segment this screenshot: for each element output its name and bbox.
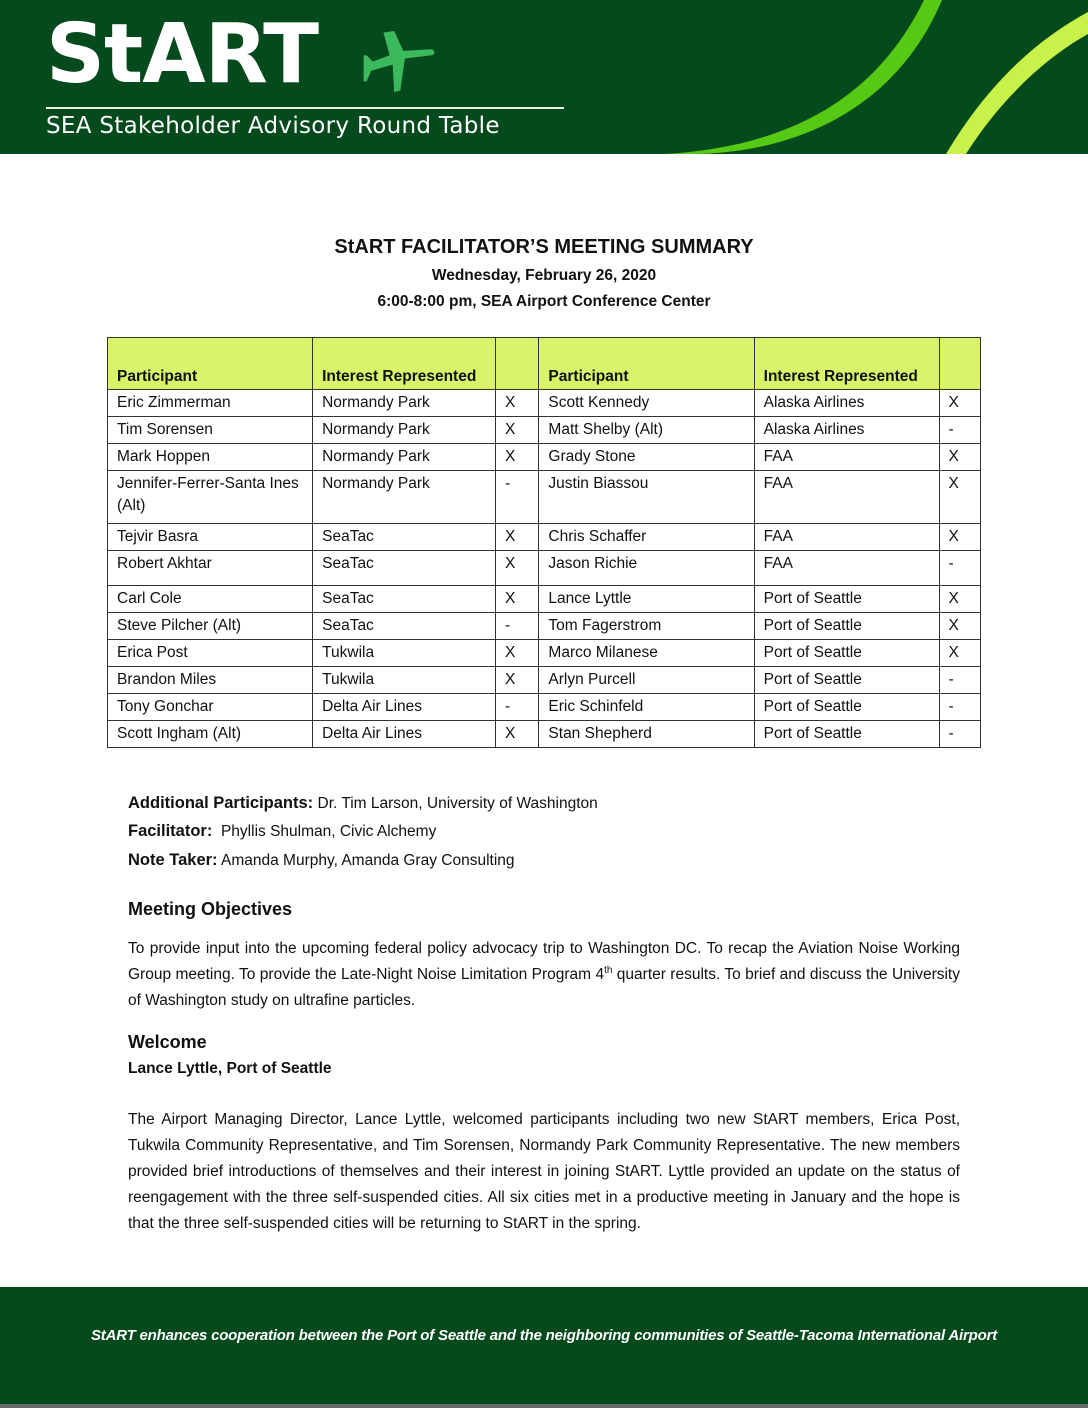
- participant-name: Steve Pilcher (Alt): [108, 613, 313, 640]
- table-row: [108, 471, 981, 524]
- header-banner: [0, 0, 1088, 154]
- document-title: StART FACILITATOR’S MEETING SUMMARY: [334, 236, 754, 258]
- footer-tagline: StART enhances cooperation between the Port of Seattle and the neighboring communities of Seattle-Tacoma International Airport: [90, 1327, 998, 1344]
- objectives-heading: Meeting Objectives: [128, 899, 293, 919]
- interest-represented: FAA: [754, 471, 939, 524]
- participant-name: Scott Kennedy: [539, 390, 754, 417]
- interest-represented: Normandy Park: [313, 471, 496, 524]
- interest-represented: SeaTac: [313, 524, 496, 551]
- note-taker-value: Amanda Murphy, Amanda Gray Consulting: [217, 852, 515, 869]
- attendance-mark: -: [495, 613, 538, 640]
- attendance-table: [107, 337, 981, 748]
- logo-subtitle: SEA Stakeholder Advisory Round Table: [46, 113, 500, 139]
- table-row: [108, 640, 981, 667]
- table-row: [108, 694, 981, 721]
- table-row: [108, 390, 981, 417]
- swoosh-green-band: [665, 0, 942, 154]
- attendance-mark: -: [939, 694, 980, 721]
- table-row: [108, 444, 981, 471]
- participant-name: Eric Zimmerman: [108, 390, 313, 417]
- objectives-text-part1: To provide input into the upcoming federal policy advocacy trip to Washington DC. To recap the Aviation Noise Working Group meeting. To provide the Late-Night Noise Limitation Program 4: [128, 940, 960, 983]
- participant-name: Jennifer-Ferrer-Santa Ines (Alt): [108, 471, 313, 524]
- participant-name: Grady Stone: [539, 444, 754, 471]
- participant-name: Matt Shelby (Alt): [539, 417, 754, 444]
- note-taker-label: Note Taker:: [128, 851, 218, 869]
- participant-name: Stan Shepherd: [539, 721, 754, 748]
- meeting-date: Wednesday, February 26, 2020: [431, 267, 657, 284]
- interest-represented: Port of Seattle: [754, 586, 939, 613]
- attendance-mark: X: [939, 444, 980, 471]
- attendance-mark: -: [495, 471, 538, 524]
- participant-name: Eric Schinfeld: [539, 694, 754, 721]
- column-header-attendance: [495, 338, 538, 390]
- attendance-mark: X: [939, 471, 980, 524]
- note-taker: [128, 847, 960, 874]
- table-row: [108, 524, 981, 551]
- interest-represented: FAA: [754, 551, 939, 586]
- interest-represented: Delta Air Lines: [313, 721, 496, 748]
- welcome-presenter: Lance Lyttle, Port of Seattle: [128, 1060, 332, 1077]
- attendance-mark: -: [939, 417, 980, 444]
- interest-represented: FAA: [754, 444, 939, 471]
- interest-represented: Port of Seattle: [754, 667, 939, 694]
- welcome-text: The Airport Managing Director, Lance Lyttle, welcomed participants including two new StART members, Erica Post, Tukwila Community Representative, and Tim Sorensen, Normandy Park Community Representative. The new members provided brief introductions of themselves and their interest in joining StART. Lyttle provided an update on the status of reengagement with the three self-suspended cities. All six cities met in a productive meeting in January and the hope is that the three self-suspended cities will be returning to StART in the spring.: [128, 1111, 960, 1232]
- attendance-mark: X: [939, 613, 980, 640]
- table-header-row: [108, 338, 981, 390]
- interest-represented: Tukwila: [313, 667, 496, 694]
- participant-name: Carl Cole: [108, 586, 313, 613]
- participant-name: Tony Gonchar: [108, 694, 313, 721]
- logo-divider: [46, 107, 564, 109]
- attendance-mark: X: [939, 524, 980, 551]
- attendance-mark: X: [495, 551, 538, 586]
- attendance-mark: X: [495, 524, 538, 551]
- column-header-participant-2: Participant: [539, 338, 754, 390]
- interest-represented: SeaTac: [313, 613, 496, 640]
- interest-represented: Normandy Park: [313, 444, 496, 471]
- swoosh-lime-band: [946, 12, 1088, 154]
- participant-name: Tim Sorensen: [108, 417, 313, 444]
- participant-name: Justin Biassou: [539, 471, 754, 524]
- interest-represented: SeaTac: [313, 586, 496, 613]
- footer-banner: [0, 1287, 1088, 1408]
- table-row: [108, 586, 981, 613]
- attendance-mark: X: [495, 586, 538, 613]
- interest-represented: Alaska Airlines: [754, 417, 939, 444]
- meeting-time-place: 6:00-8:00 pm, SEA Airport Conference Center: [377, 293, 711, 310]
- interest-represented: Port of Seattle: [754, 694, 939, 721]
- participant-name: Scott Ingham (Alt): [108, 721, 313, 748]
- table-row: [108, 551, 981, 586]
- facilitator-label: Facilitator:: [128, 822, 213, 840]
- additional-participants-label: Additional Participants:: [128, 794, 314, 812]
- participant-name: Lance Lyttle: [539, 586, 754, 613]
- additional-participants: [128, 790, 960, 817]
- interest-represented: Port of Seattle: [754, 721, 939, 748]
- participant-name: Tom Fagerstrom: [539, 613, 754, 640]
- column-header-attendance-2: [939, 338, 980, 390]
- interest-represented: Tukwila: [313, 640, 496, 667]
- interest-represented: Normandy Park: [313, 417, 496, 444]
- interest-represented: Port of Seattle: [754, 640, 939, 667]
- participant-name: Erica Post: [108, 640, 313, 667]
- attendance-mark: X: [495, 667, 538, 694]
- attendance-mark: X: [495, 721, 538, 748]
- interest-represented: SeaTac: [313, 551, 496, 586]
- attendance-mark: X: [939, 390, 980, 417]
- interest-represented: FAA: [754, 524, 939, 551]
- table-row: [108, 667, 981, 694]
- attendance-mark: X: [939, 640, 980, 667]
- attendance-mark: X: [495, 444, 538, 471]
- participant-name: Brandon Miles: [108, 667, 313, 694]
- attendance-mark: -: [939, 721, 980, 748]
- participant-name: Chris Schaffer: [539, 524, 754, 551]
- facilitator-value: Phyllis Shulman, Civic Alchemy: [212, 823, 437, 840]
- participant-name: Marco Milanese: [539, 640, 754, 667]
- interest-represented: Alaska Airlines: [754, 390, 939, 417]
- attendance-mark: X: [495, 640, 538, 667]
- column-header-participant: Participant: [108, 338, 313, 390]
- objectives-superscript: th: [604, 964, 613, 976]
- interest-represented: Port of Seattle: [754, 613, 939, 640]
- attendance-mark: X: [495, 417, 538, 444]
- objectives-text: [128, 936, 960, 1014]
- footer-bottom-bar: [0, 1404, 1088, 1408]
- additional-participants-value: Dr. Tim Larson, University of Washington: [313, 795, 598, 812]
- logo-wordmark: StART: [46, 7, 319, 102]
- table-row: [108, 721, 981, 748]
- attendance-mark: -: [495, 694, 538, 721]
- participant-name: Tejvir Basra: [108, 524, 313, 551]
- column-header-interest: Interest Represented: [313, 338, 496, 390]
- interest-represented: Delta Air Lines: [313, 694, 496, 721]
- attendance-mark: X: [939, 586, 980, 613]
- objectives-text-part2: quarter results. To brief and discuss the University of Washington study on ultrafine particles.: [128, 966, 960, 1009]
- participant-name: Jason Richie: [539, 551, 754, 586]
- attendance-mark: -: [939, 551, 980, 586]
- participant-name: Mark Hoppen: [108, 444, 313, 471]
- column-header-interest-2: Interest Represented: [754, 338, 939, 390]
- participant-name: Arlyn Purcell: [539, 667, 754, 694]
- attendance-mark: X: [495, 390, 538, 417]
- table-row: [108, 417, 981, 444]
- welcome-heading: Welcome: [128, 1032, 207, 1052]
- table-row: [108, 613, 981, 640]
- interest-represented: Normandy Park: [313, 390, 496, 417]
- attendance-mark: -: [939, 667, 980, 694]
- participant-name: Robert Akhtar: [108, 551, 313, 586]
- airplane-icon: [356, 18, 440, 102]
- facilitator: [128, 818, 960, 845]
